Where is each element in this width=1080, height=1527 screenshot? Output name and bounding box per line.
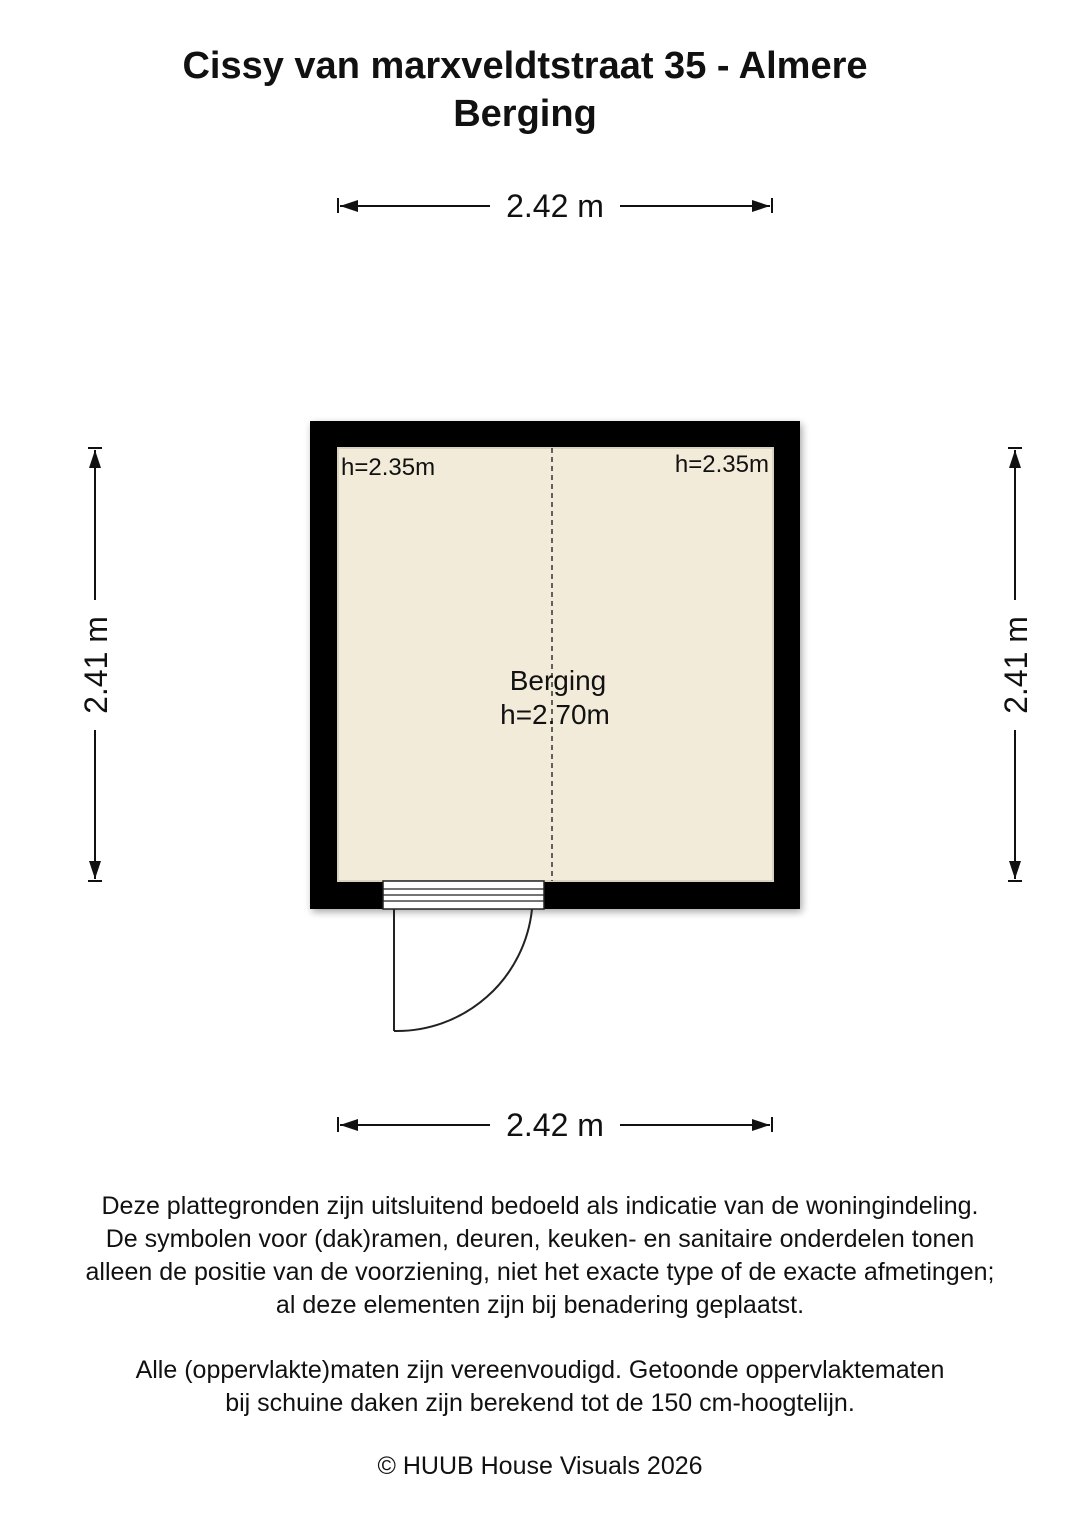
height-label-left: h=2.35m (341, 454, 436, 481)
dimension-right (998, 448, 1034, 881)
dimension-top-label: 2.42 m (506, 188, 604, 224)
room-name: Berging (509, 665, 607, 696)
copyright: © HUUB House Visuals 2026 (377, 1452, 703, 1480)
page-title: Cissy van marxveldtstraat 35 - Almere (182, 45, 868, 87)
dimension-bottom-label: 2.42 m (506, 1107, 604, 1143)
dimension-left-label: 2.41 m (78, 616, 114, 714)
dimension-bottom (338, 1107, 772, 1143)
disclaimer-line: Alle (oppervlakte)maten zijn vereenvoudigd. Getoonde oppervlaktematen (135, 1356, 945, 1384)
disclaimer-line: alleen de positie van de voorziening, niet het exacte type of de exacte afmetingen; (85, 1258, 995, 1286)
dimension-left (78, 448, 114, 881)
dimension-right-label: 2.41 m (998, 616, 1034, 714)
door-swing-arc (394, 909, 532, 1031)
room-height: h=2.70m (500, 699, 610, 730)
disclaimer-paragraph-1 (0, 1190, 1080, 1322)
disclaimer-line: De symbolen voor (dak)ramen, deuren, keuken- en sanitaire onderdelen tonen (105, 1225, 975, 1253)
height-label-right: h=2.35m (674, 451, 769, 478)
page-subtitle: Berging (453, 93, 597, 135)
dimension-top (338, 188, 772, 224)
disclaimer-line: Deze plattegronden zijn uitsluitend bedoeld als indicatie van de woningindeling. (101, 1192, 979, 1220)
disclaimer-line: al deze elementen zijn bij benadering geplaatst. (275, 1291, 805, 1319)
door (383, 881, 544, 1031)
disclaimer-line: bij schuine daken zijn berekend tot de 150 cm-hoogtelijn. (225, 1389, 855, 1417)
disclaimer-paragraph-2 (0, 1354, 1080, 1420)
